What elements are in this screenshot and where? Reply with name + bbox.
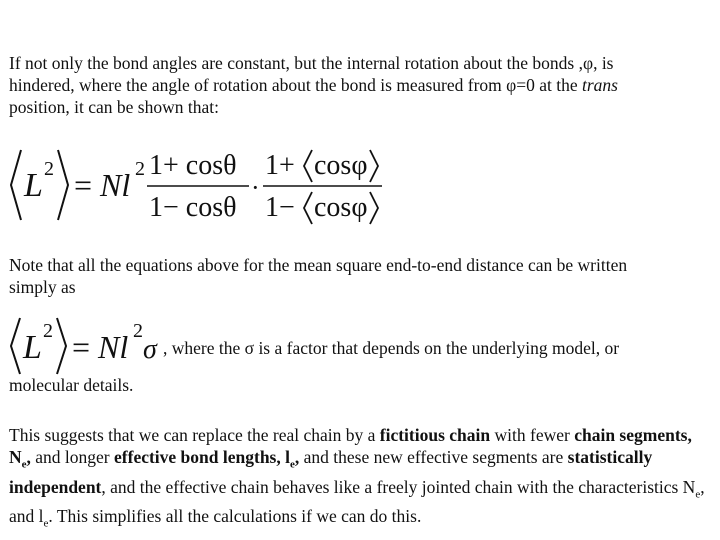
fictitious-chain-term: fictitious chain xyxy=(379,425,491,445)
conclusion-text: . This simplifies all the calculations if we can do this. xyxy=(48,506,422,526)
lhs-symbol: L xyxy=(23,329,42,366)
intro-line-2: hindered, where the angle of rotation about the bond is measured from φ=0 at the xyxy=(9,75,582,95)
fraction1-denominator: 1− cosθ xyxy=(149,192,237,223)
effective-bond-lengths-label: effective bond lengths, l xyxy=(114,447,290,467)
conclusion-text: This suggests that we can replace the real chain by a xyxy=(9,425,380,445)
equation-hindered-rotation xyxy=(6,140,386,230)
left-angle-bracket xyxy=(11,318,20,374)
equation-general-form xyxy=(6,315,161,377)
fraction1-numerator: 1+ cosθ xyxy=(149,150,237,181)
effective-bond-lengths-subscript: e xyxy=(289,458,295,471)
conclusion-text: , and l xyxy=(9,476,705,526)
fraction2-denominator-cos: cosφ xyxy=(314,192,368,223)
effective-bond-lengths-comma: , xyxy=(294,447,300,467)
sigma-explanation: , where the σ is a factor that depends on the underlying model, or xyxy=(163,338,620,358)
lhs-exponent: 2 xyxy=(43,320,53,342)
coefficient-exponent: 2 xyxy=(135,158,145,180)
fraction2-numerator-cos: cosφ xyxy=(314,150,368,181)
le-subscript: e xyxy=(43,517,49,530)
note-line-2: simply as xyxy=(9,277,76,297)
chain-segments-subscript: e xyxy=(21,458,27,471)
coefficient: Nl xyxy=(98,329,129,365)
intro-line-1: If not only the bond angles are constant, but the internal rotation about the bonds ,φ, is xyxy=(9,53,614,73)
conclusion-text: , and the effective chain behaves like a freely jointed chain with the characteristics N xyxy=(101,476,696,497)
intro-paragraph xyxy=(9,52,709,118)
equals-sign: = xyxy=(74,167,93,203)
right-angle-bracket xyxy=(57,318,66,374)
chain-segments-label: chain segments, N xyxy=(9,425,692,467)
chain-segments-comma: , xyxy=(26,447,31,467)
molecular-details-line: molecular details. xyxy=(9,375,134,395)
note-line-1: Note that all the equations above for the mean square end-to-end distance can be written xyxy=(9,255,628,275)
fraction2-num-left-bracket xyxy=(304,150,312,182)
statistically-independent-term: statistically independent xyxy=(9,447,653,497)
equals-sign: = xyxy=(72,329,91,365)
conclusion-text: and longer xyxy=(30,447,115,467)
sigma-symbol: σ xyxy=(143,334,157,365)
trans-word: trans xyxy=(582,75,618,95)
ne-subscript: e xyxy=(695,488,701,500)
left-angle-bracket xyxy=(11,150,21,220)
intro-line-3: position, it can be shown that: xyxy=(9,97,219,117)
fraction2-num-right-bracket xyxy=(370,150,378,182)
fraction2-den-right-bracket xyxy=(370,192,378,224)
conclusion-text: with fewer xyxy=(490,425,575,445)
note-paragraph xyxy=(9,254,709,298)
conclusion-paragraph xyxy=(9,424,709,535)
fraction2-numerator-prefix: 1+ xyxy=(265,150,295,181)
coefficient: Nl xyxy=(100,167,131,203)
right-angle-bracket xyxy=(58,150,68,220)
fraction2-denominator-prefix: 1− xyxy=(265,192,295,223)
effective-bond-lengths-term xyxy=(114,447,300,471)
fraction2-den-left-bracket xyxy=(304,192,312,224)
conclusion-text: and these new effective segments are xyxy=(299,447,568,467)
lhs-exponent: 2 xyxy=(44,158,54,180)
multiply-dot: · xyxy=(251,173,260,202)
coefficient-exponent: 2 xyxy=(133,320,143,342)
lhs-symbol: L xyxy=(24,167,43,204)
